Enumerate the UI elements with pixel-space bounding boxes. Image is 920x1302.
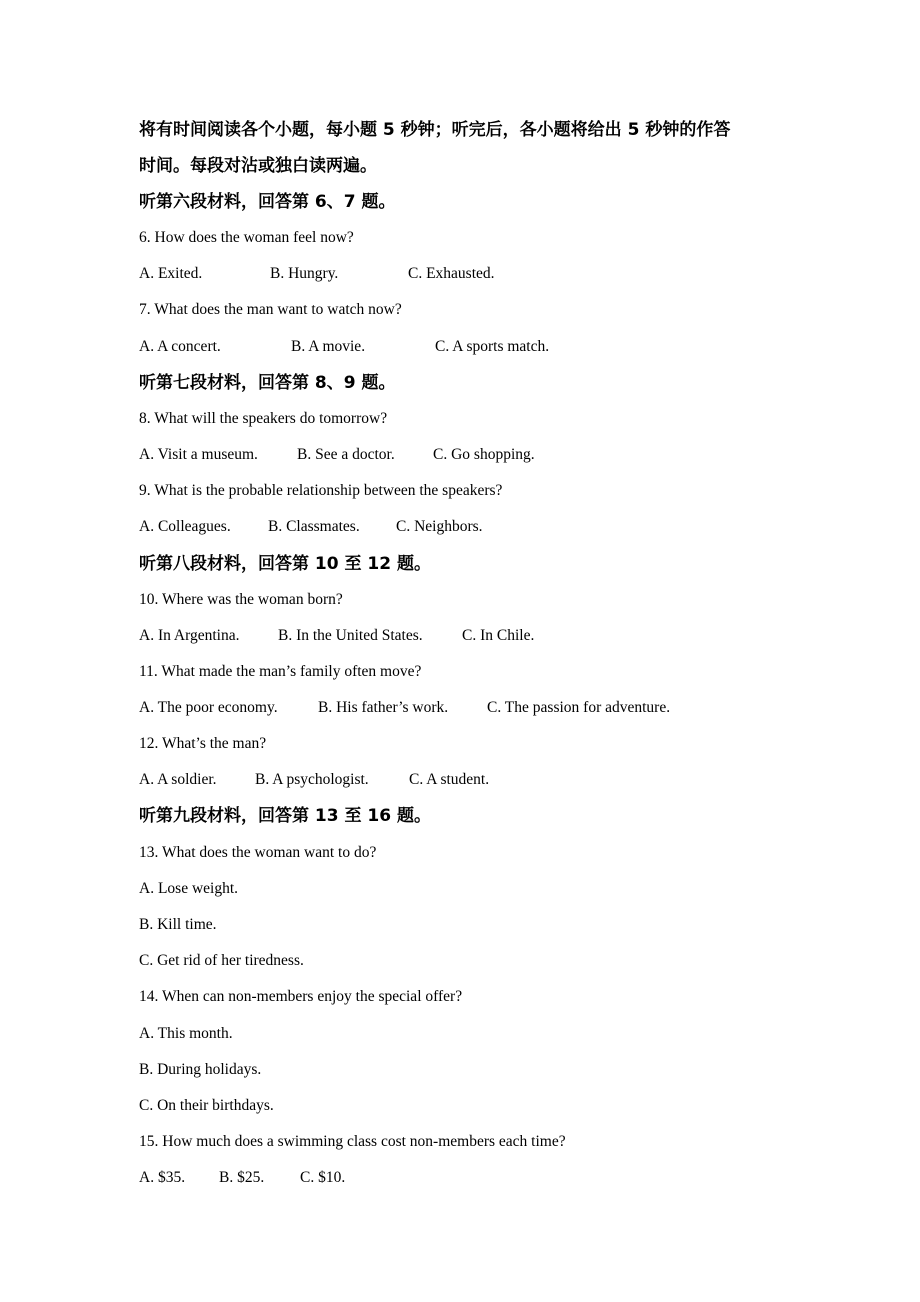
question-8: 8. What will the speakers do tomorrow? — [139, 410, 388, 427]
question-10: 10. Where was the woman born? — [139, 591, 343, 608]
section-heading-8: 听第八段材料，回答第 10 至 12 题。 — [139, 554, 431, 574]
option-c: C. Exhausted. — [408, 265, 495, 282]
question-11: 11. What made the man’s family often move? — [139, 663, 422, 680]
option-14b: B. During holidays. — [139, 1061, 262, 1078]
intro-line-2: 时间。每段对沾或独白读两遍。 — [139, 156, 377, 176]
option-a: A. A concert. — [139, 338, 221, 355]
question-12: 12. What’s the man? — [139, 735, 267, 752]
option-a: A. Exited. — [139, 265, 203, 282]
section-heading-6: 听第六段材料，回答第 6、7 题。 — [139, 192, 396, 212]
option-b: B. A psychologist. — [255, 771, 369, 788]
option-a: A. $35. — [139, 1169, 186, 1186]
option-b: B. In the United States. — [278, 627, 423, 644]
option-a: A. Colleagues. — [139, 518, 231, 535]
option-13c: C. Get rid of her tiredness. — [139, 952, 304, 969]
option-14c: C. On their birthdays. — [139, 1097, 274, 1114]
option-b: B. $25. — [219, 1169, 265, 1186]
option-b: B. Classmates. — [268, 518, 360, 535]
section-heading-7: 听第七段材料，回答第 8、9 题。 — [139, 373, 396, 393]
option-a: A. The poor economy. — [139, 699, 278, 716]
option-a: A. Visit a museum. — [139, 446, 258, 463]
option-13a: A. Lose weight. — [139, 880, 239, 897]
option-14a: A. This month. — [139, 1025, 233, 1042]
question-9: 9. What is the probable relationship between the speakers? — [139, 482, 503, 499]
question-7: 7. What does the man want to watch now? — [139, 301, 402, 318]
option-b: B. See a doctor. — [297, 446, 395, 463]
question-6: 6. How does the woman feel now? — [139, 229, 354, 246]
intro-line-1: 将有时间阅读各个小题，每小题 5 秒钟；听完后，各小题将给出 5 秒钟的作答 — [139, 120, 731, 140]
option-c: C. Neighbors. — [396, 518, 483, 535]
option-a: A. A soldier. — [139, 771, 217, 788]
option-b: B. His father’s work. — [318, 699, 449, 716]
option-c: C. Go shopping. — [433, 446, 535, 463]
question-15: 15. How much does a swimming class cost non-members each time? — [139, 1133, 566, 1150]
option-c: C. A sports match. — [435, 338, 550, 355]
option-c: C. $10. — [300, 1169, 346, 1186]
option-c: C. A student. — [409, 771, 490, 788]
question-13: 13. What does the woman want to do? — [139, 844, 377, 861]
option-13b: B. Kill time. — [139, 916, 217, 933]
option-b: B. A movie. — [291, 338, 366, 355]
section-heading-9: 听第九段材料，回答第 13 至 16 题。 — [139, 806, 431, 826]
question-14: 14. When can non-members enjoy the special offer? — [139, 988, 463, 1005]
option-a: A. In Argentina. — [139, 627, 240, 644]
option-c: C. The passion for adventure. — [487, 699, 671, 716]
option-c: C. In Chile. — [462, 627, 535, 644]
option-b: B. Hungry. — [270, 265, 339, 282]
